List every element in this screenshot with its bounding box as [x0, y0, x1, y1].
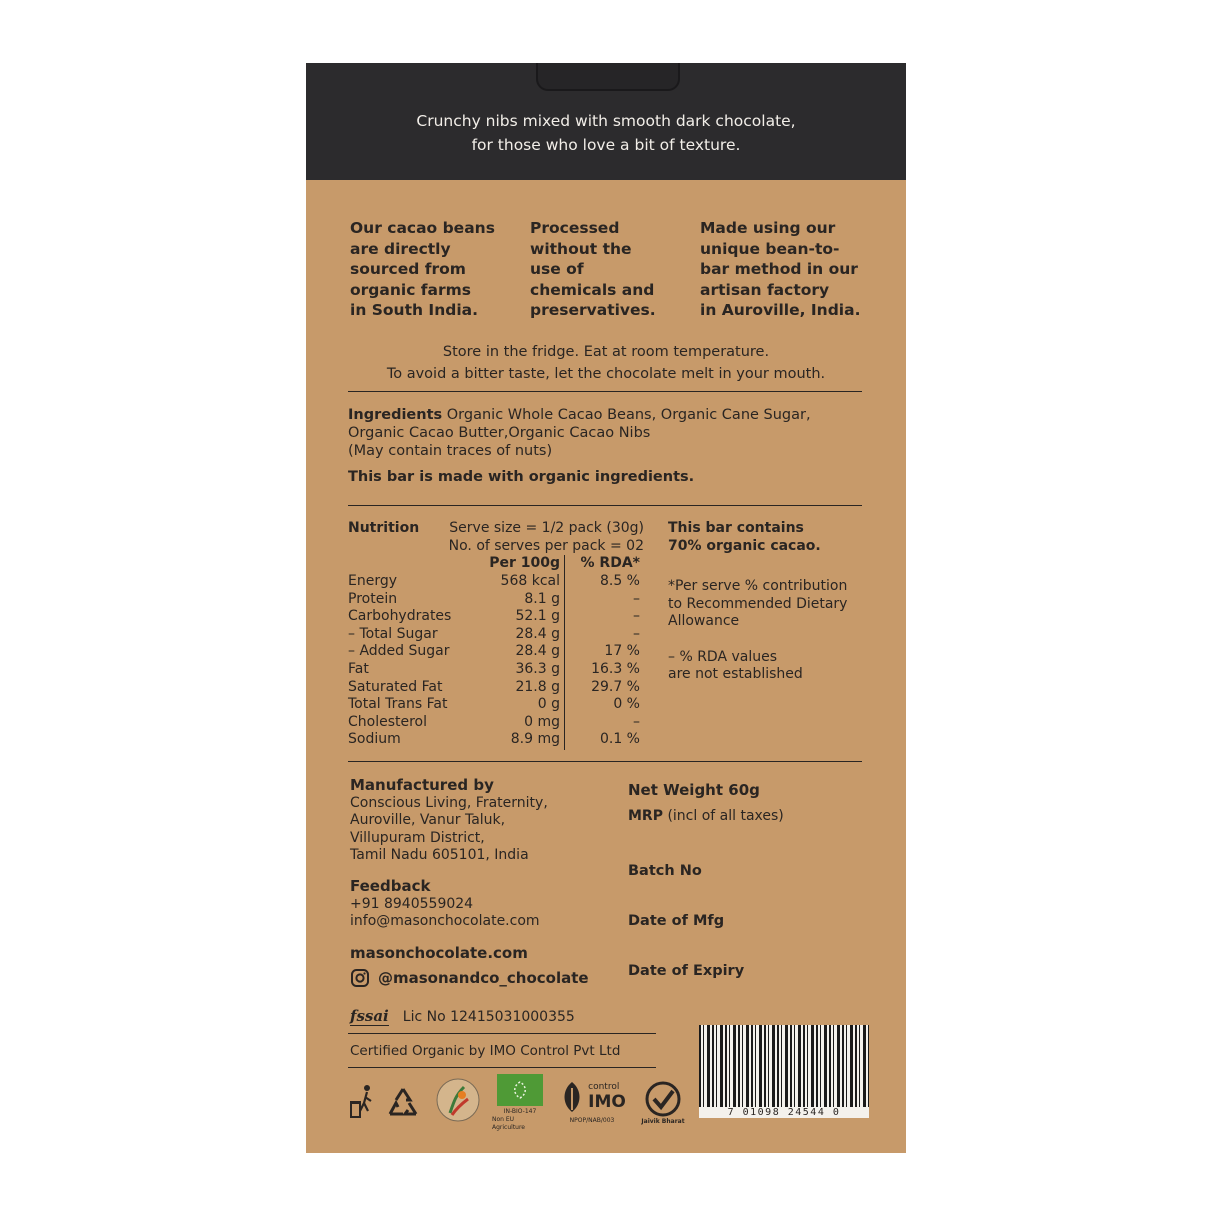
table-divider [564, 555, 565, 750]
barcode-number: 7 01098 24544 0 [699, 1107, 869, 1118]
ingredients-block: Ingredients Organic Whole Cacao Beans, Organic Cane Sugar, Organic Cacao Butter,Organic Cacao Nibs (May contain traces of nuts) This bar is made with organic ingredients. [348, 406, 868, 486]
divider [348, 761, 862, 762]
nutrient-per100: 52.1 g [515, 608, 560, 625]
nutrient-name: Energy [348, 573, 398, 589]
fssai-logo: fssai [350, 1007, 389, 1025]
nutrient-rda: 8.5 % [599, 573, 640, 589]
nutrient-rda: – [633, 608, 640, 625]
cacao-content: This bar contains 70% organic cacao. [668, 520, 821, 554]
eu-leaf-icon [497, 1074, 543, 1106]
table-row [348, 591, 640, 609]
jaivik-check-icon [644, 1080, 682, 1118]
mrp: MRP (incl of all taxes) [628, 808, 784, 824]
col-per100: Per 100g [489, 555, 560, 571]
nutrient-name: Total Trans Fat [348, 696, 448, 713]
instagram-icon [350, 968, 370, 988]
ingredients-label: Ingredients [348, 407, 443, 423]
date-of-expiry: Date of Expiry [628, 963, 745, 979]
jaivik-bharat-logo: Jaivik Bharat [638, 1075, 688, 1131]
chocolate-pack-back [306, 63, 906, 1153]
nutrient-name: Protein [348, 590, 398, 607]
divider [348, 505, 862, 506]
table-row [348, 626, 640, 644]
table-row [348, 643, 640, 661]
feature-method: Made using our unique bean-to- bar method in our artisan factory in Auroville, India. [700, 219, 861, 319]
email: info@masonchocolate.com [350, 913, 540, 929]
divider [348, 1033, 656, 1034]
feedback-block: Feedback +91 8940559024 info@masonchocolate.com [350, 877, 540, 929]
recycle-icon [384, 1085, 422, 1121]
divider [348, 391, 862, 392]
batch-no: Batch No [628, 863, 702, 879]
nutrient-rda: 16.3 % [591, 660, 640, 677]
eu-organic-logo: IN-BIO-147 Non EU Agriculture [492, 1073, 548, 1133]
nutrient-rda: – [633, 713, 640, 730]
feature-processing: Processed without the use of chemicals and preservatives. [530, 219, 656, 319]
table-row [348, 661, 640, 679]
nutrient-name: Carbohydrates [348, 608, 452, 625]
nutrient-name: Sodium [348, 731, 401, 748]
divider [348, 1067, 656, 1068]
imo-control-logo: control IMO NPOP/NAB/003 [556, 1071, 628, 1133]
table-row [348, 714, 640, 732]
table-row [348, 573, 640, 591]
nutrition-label: Nutrition [348, 520, 420, 536]
nutrient-per100: 8.1 g [524, 590, 560, 607]
nutrient-per100: 36.3 g [515, 660, 560, 677]
nutrient-per100: 8.9 mg [510, 731, 560, 748]
rda-note: *Per serve % contribution to Recommended Dietary Allowance – % RDA values are not established [668, 578, 848, 682]
tidyman-icon [350, 1083, 376, 1123]
imo-leaf-icon [558, 1080, 586, 1114]
nutrition-header [348, 520, 419, 538]
table-row [348, 696, 640, 714]
nutrient-rda: 29.7 % [591, 678, 640, 695]
net-weight: Net Weight 60g [628, 781, 760, 799]
nutrient-name: – Total Sugar [348, 625, 438, 642]
manufacturer-block: Manufactured by Conscious Living, Fraternity, Auroville, Vanur Taluk, Villupuram District, Tamil Nadu 605101, India [350, 776, 548, 863]
table-row [348, 731, 640, 749]
instagram-handle: @masonandco_chocolate [350, 968, 589, 988]
serve-info: Serve size = 1/2 pack (30g) No. of serves per pack = 02 [448, 520, 644, 554]
col-rda: % RDA* [580, 555, 640, 571]
nutrient-rda: – [633, 625, 640, 642]
nutrient-rda: 0 % [613, 696, 640, 713]
nutrient-per100: 28.4 g [515, 643, 560, 660]
nutrient-rda: 17 % [604, 643, 640, 660]
nutrition-table [348, 573, 640, 749]
india-organic-icon [434, 1075, 482, 1125]
tagline: Crunchy nibs mixed with smooth dark chocolate, for those who love a bit of texture. [416, 112, 796, 154]
nutrient-per100: 21.8 g [515, 678, 560, 695]
nutrient-per100: 0 g [537, 696, 560, 713]
nutrient-name: – Added Sugar [348, 643, 450, 660]
website: masonchocolate.com [350, 944, 528, 962]
nutrient-name: Saturated Fat [348, 678, 443, 695]
table-row [348, 679, 640, 697]
nutrient-per100: 28.4 g [515, 625, 560, 642]
top-band [306, 63, 906, 180]
nutrient-rda: – [633, 590, 640, 607]
nutrient-per100: 0 mg [524, 713, 560, 730]
nutrient-per100: 568 kcal [500, 573, 560, 589]
hang-notch [536, 63, 680, 91]
table-row [348, 608, 640, 626]
phone: +91 8940559024 [350, 895, 474, 912]
organic-note: This bar is made with organic ingredients. [348, 469, 695, 485]
fssai-license: fssai Lic No 12415031000355 [350, 1007, 575, 1025]
feature-sourcing: Our cacao beans are directly sourced from organic farms in South India. [350, 219, 495, 319]
storage-instructions: Store in the fridge. Eat at room temperature. To avoid a bitter taste, let the chocolate melt in your mouth. [386, 344, 826, 382]
nutrient-rda: 0.1 % [599, 731, 640, 748]
date-of-mfg: Date of Mfg [628, 913, 725, 929]
certified-organic: Certified Organic by IMO Control Pvt Ltd [350, 1043, 621, 1059]
nutrient-name: Fat [348, 660, 369, 677]
barcode [699, 1025, 869, 1107]
nutrient-name: Cholesterol [348, 713, 428, 730]
